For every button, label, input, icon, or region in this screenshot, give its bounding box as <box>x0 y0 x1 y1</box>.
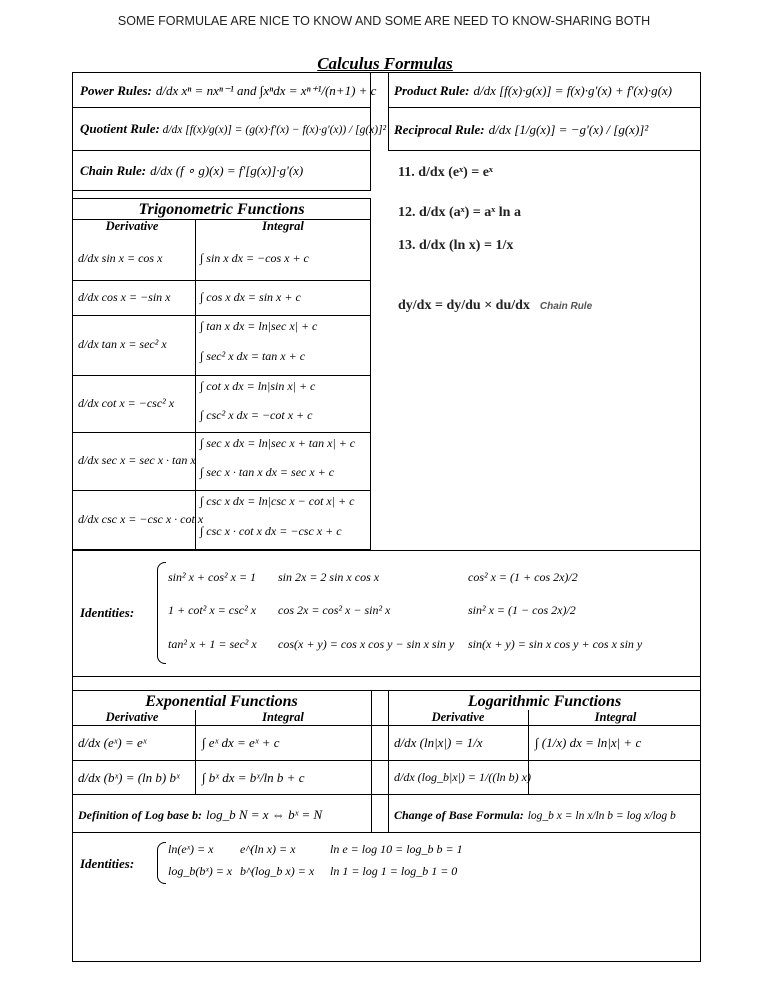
trig-integral: ∫ cos x dx = sin x + c <box>200 289 301 304</box>
exp-col-integral: Integral <box>262 710 304 724</box>
divider <box>371 690 372 832</box>
formula-13: 13. d/dx (ln x) = 1/x <box>398 238 514 253</box>
identities-label: Identities: <box>80 605 135 620</box>
log-derivative-1: d/dx (ln|x|) = 1/x <box>394 735 483 750</box>
product-rule-formula: d/dx [f(x)·g(x)] = f(x)·g'(x) + f'(x)·g(x) <box>473 83 672 98</box>
divider <box>72 690 701 691</box>
trig-derivative: d/dx tan x = sec² x <box>78 337 167 351</box>
divider <box>72 676 701 677</box>
product-rule-label: Product Rule: <box>394 83 470 98</box>
trig-integral: ∫ csc x · cot x dx = −csc x + c <box>200 524 342 538</box>
change-of-base-label: Change of Base Formula: <box>394 808 524 822</box>
trig-title: Trigonometric Functions <box>138 201 305 218</box>
divider <box>72 760 701 761</box>
trig-derivative: d/dx sec x = sec x · tan x <box>78 453 196 467</box>
exp-identity: ln e = log 10 = log_b b = 1 <box>330 842 463 856</box>
log-definition-label: Definition of Log base b: <box>78 808 202 822</box>
trig-col-integral: Integral <box>262 219 304 233</box>
trig-integral: ∫ sec x · tan x dx = sec x + c <box>200 465 335 479</box>
divider <box>72 725 701 726</box>
exp-identity: b^(log_b x) = x <box>240 864 315 878</box>
divider <box>72 550 701 551</box>
chain-rule-formula: d/dx (f ∘ g)(x) = f'[g(x)]·g'(x) <box>150 163 304 178</box>
log-definition-formula: log_b N = x ⇔ bˣ = N <box>206 807 323 822</box>
power-rule <box>80 82 376 100</box>
exp-title: Exponential Functions <box>145 693 298 710</box>
divider <box>195 219 196 550</box>
log-title: Logarithmic Functions <box>467 693 622 710</box>
trig-derivative: d/dx sin x = cos x <box>78 250 163 265</box>
chain-rule-leibniz-label: Chain Rule <box>539 301 593 312</box>
trig-integral: ∫ csc² x dx = −cot x + c <box>200 407 313 422</box>
power-rule-formula: d/dx xⁿ = nxⁿ⁻¹ and ∫xⁿdx = xⁿ⁺¹/(n+1) + c <box>155 83 377 98</box>
identity: sin(x + y) = sin x cos y + cos x sin y <box>468 637 643 651</box>
exp-identity: log_b(bˣ) = x <box>168 864 233 878</box>
divider <box>195 710 196 794</box>
divider <box>72 432 371 433</box>
divider <box>72 490 371 491</box>
reciprocal-rule-formula: d/dx [1/g(x)] = −g'(x) / [g(x)]² <box>488 122 649 137</box>
quotient-rule-label: Quotient Rule: <box>80 121 160 136</box>
formula-11: 11. d/dx (eˣ) = eˣ <box>398 165 493 180</box>
identity: cos² x = (1 + cos 2x)/2 <box>468 570 578 584</box>
change-of-base <box>394 806 676 824</box>
chain-rule-leibniz-formula: dy/dx = dy/du × du/dx <box>398 298 530 313</box>
power-rule-label: Power Rules: <box>80 83 152 98</box>
trig-derivative: d/dx csc x = −csc x · cot x <box>78 512 204 526</box>
log-definition <box>78 806 322 824</box>
trig-col-derivative: Derivative <box>105 219 159 233</box>
chain-rule-label: Chain Rule: <box>80 163 147 178</box>
log-col-derivative: Derivative <box>431 710 485 724</box>
identity: 1 + cot² x = csc² x <box>168 603 257 617</box>
quotient-rule <box>80 121 386 137</box>
exp-identities-label: Identities: <box>80 856 135 871</box>
exp-derivative-1: d/dx (eˣ) = eˣ <box>78 735 147 750</box>
exp-derivative-2: d/dx (bˣ) = (ln b) bˣ <box>78 770 180 785</box>
chain-rule <box>80 162 303 180</box>
identity: cos 2x = cos² x − sin² x <box>278 603 391 617</box>
divider <box>72 832 701 833</box>
reciprocal-rule <box>394 121 648 139</box>
trig-derivative: d/dx cos x = −sin x <box>78 289 171 304</box>
trig-integral: ∫ sec x dx = ln|sec x + tan x| + c <box>200 436 356 450</box>
exp-identity: ln(eˣ) = x <box>168 842 214 856</box>
identity: cos(x + y) = cos x cos y − sin x sin y <box>278 637 455 651</box>
trig-derivative: d/dx cot x = −csc² x <box>78 395 175 410</box>
exp-identity: ln 1 = log 1 = log_b 1 = 0 <box>330 864 458 878</box>
page-header: SOME FORMULAE ARE NICE TO KNOW AND SOME ARE NEED TO KNOW-SHARING BOTH <box>117 14 651 28</box>
trig-integral: ∫ sin x dx = −cos x + c <box>200 250 309 265</box>
divider <box>72 107 371 108</box>
divider <box>72 280 371 281</box>
exp-col-derivative: Derivative <box>105 710 159 724</box>
quotient-rule-formula: d/dx [f(x)/g(x)] = (g(x)·f'(x) − f(x)·g'(x)) / [g(x)]² <box>162 124 387 136</box>
divider <box>72 375 371 376</box>
exp-integral-1: ∫ eˣ dx = eˣ + c <box>202 735 280 750</box>
exp-identity: e^(ln x) = x <box>240 842 296 856</box>
log-integral-1: ∫ (1/x) dx = ln|x| + c <box>535 735 642 750</box>
log-derivative-2: d/dx (log_b|x|) = 1/((ln b) x) <box>394 770 531 784</box>
divider <box>72 794 701 795</box>
exp-identities-brace <box>157 842 166 884</box>
identities-brace <box>157 562 166 664</box>
trig-integral: ∫ csc x dx = ln|csc x − cot x| + c <box>200 494 355 508</box>
exp-integral-2: ∫ bˣ dx = bˣ/ln b + c <box>202 770 305 785</box>
divider <box>72 315 371 316</box>
identity: sin² x + cos² x = 1 <box>168 570 257 584</box>
trig-integral: ∫ cot x dx = ln|sin x| + c <box>200 379 316 393</box>
formula-12: 12. d/dx (aˣ) = aˣ ln a <box>398 205 521 220</box>
chain-rule-leibniz <box>398 298 592 314</box>
identity: tan² x + 1 = sec² x <box>168 637 257 651</box>
identity: sin² x = (1 − cos 2x)/2 <box>468 603 576 617</box>
reciprocal-rule-label: Reciprocal Rule: <box>394 122 485 137</box>
trig-integral: ∫ sec² x dx = tan x + c <box>200 349 306 363</box>
divider <box>388 107 701 108</box>
page-title: Calculus Formulas <box>317 54 453 73</box>
change-of-base-formula: log_b x = ln x/ln b = log x/log b <box>527 810 676 822</box>
trig-integral: ∫ tan x dx = ln|sec x| + c <box>200 319 318 333</box>
identity: sin 2x = 2 sin x cos x <box>278 570 380 584</box>
product-rule <box>394 82 672 100</box>
divider <box>72 150 371 151</box>
log-col-integral: Integral <box>594 710 637 724</box>
